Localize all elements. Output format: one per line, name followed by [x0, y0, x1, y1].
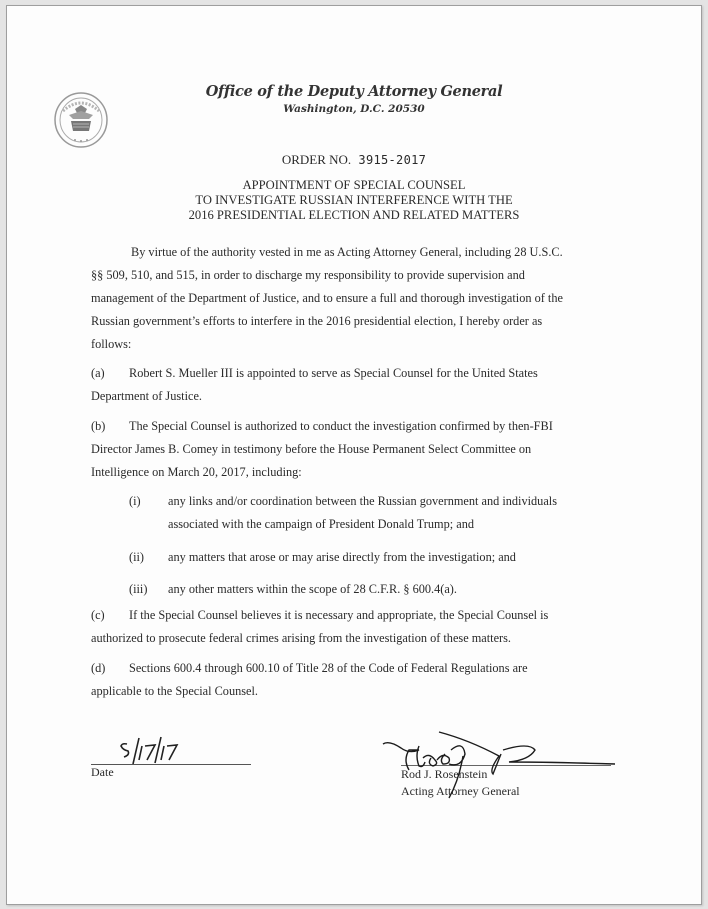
letterhead-office: Office of the Deputy Attorney General [205, 83, 503, 100]
letterhead-city: Washington, D.C. 20530 [283, 103, 425, 115]
subitem-label: (iii) [129, 582, 148, 596]
paragraph-b [91, 415, 621, 484]
paragraph-line: Director James B. Comey in testimony before the House Permanent Select Committee on [91, 442, 532, 456]
order-number [7, 152, 701, 168]
paragraph-line: Intelligence on March 20, 2017, including: [91, 465, 302, 479]
intro-line: By virtue of the authority vested in me as Acting Attorney General, including 28 U.S.C. [131, 245, 563, 259]
subitem-line: any matters that arose or may arise directly from the investigation; and [168, 550, 516, 564]
letterhead [7, 83, 701, 115]
paragraph-line: Department of Justice. [91, 389, 202, 403]
intro-line: §§ 509, 510, and 515, in order to discharge my responsibility to provide supervision and [91, 268, 525, 282]
subitem-line: any other matters within the scope of 28 C.F.R. § 600.4(a). [168, 582, 457, 596]
paragraph-line: authorized to prosecute federal crimes arising from the investigation of these matters. [91, 631, 511, 645]
handwritten-date [117, 732, 187, 771]
signer-name: Rod J. Rosenstein [401, 767, 488, 781]
date-line [91, 764, 251, 765]
paragraph-label: (a) [91, 366, 105, 380]
title-line-1: APPOINTMENT OF SPECIAL COUNSEL [242, 178, 466, 192]
subitem-label: (i) [129, 494, 141, 508]
intro-line: management of the Department of Justice, and to ensure a full and thorough investigation of the [91, 291, 563, 305]
subitem-line: any links and/or coordination between the Russian government and individuals [168, 494, 557, 508]
document-page [6, 5, 702, 905]
title-line-2: TO INVESTIGATE RUSSIAN INTERFERENCE WITH THE [195, 193, 513, 207]
paragraph-line: Robert S. Mueller III is appointed to serve as Special Counsel for the United States [129, 366, 538, 380]
paragraph-label: (b) [91, 419, 106, 433]
signer-title: Acting Attorney General [401, 784, 520, 798]
subitem-label: (ii) [129, 550, 145, 564]
paragraph-a [91, 362, 621, 408]
paragraph-line: Sections 600.4 through 600.10 of Title 28 of the Code of Federal Regulations are [129, 661, 528, 675]
paragraph-c [91, 604, 621, 650]
order-number-value: 3915-2017 [358, 153, 427, 167]
intro-line: follows: [91, 337, 132, 351]
document-title [7, 178, 701, 223]
intro-line: Russian government’s efforts to interfere in the 2016 presidential election, I hereby order as [91, 314, 543, 328]
paragraph-d [91, 657, 621, 703]
handwritten-signature [379, 720, 619, 815]
date-label: Date [91, 765, 114, 779]
paragraph-line: applicable to the Special Counsel. [91, 684, 258, 698]
paragraph-label: (c) [91, 608, 105, 622]
paragraph-line: If the Special Counsel believes it is necessary and appropriate, the Special Counsel is [129, 608, 549, 622]
order-label: ORDER NO. [281, 152, 352, 167]
paragraph-label: (d) [91, 661, 106, 675]
intro-paragraph [91, 241, 621, 356]
title-line-3: 2016 PRESIDENTIAL ELECTION AND RELATED MATTERS [188, 208, 520, 222]
subitem-line: associated with the campaign of President Donald Trump; and [168, 517, 475, 531]
paragraph-line: The Special Counsel is authorized to conduct the investigation confirmed by then-FBI [129, 419, 553, 433]
